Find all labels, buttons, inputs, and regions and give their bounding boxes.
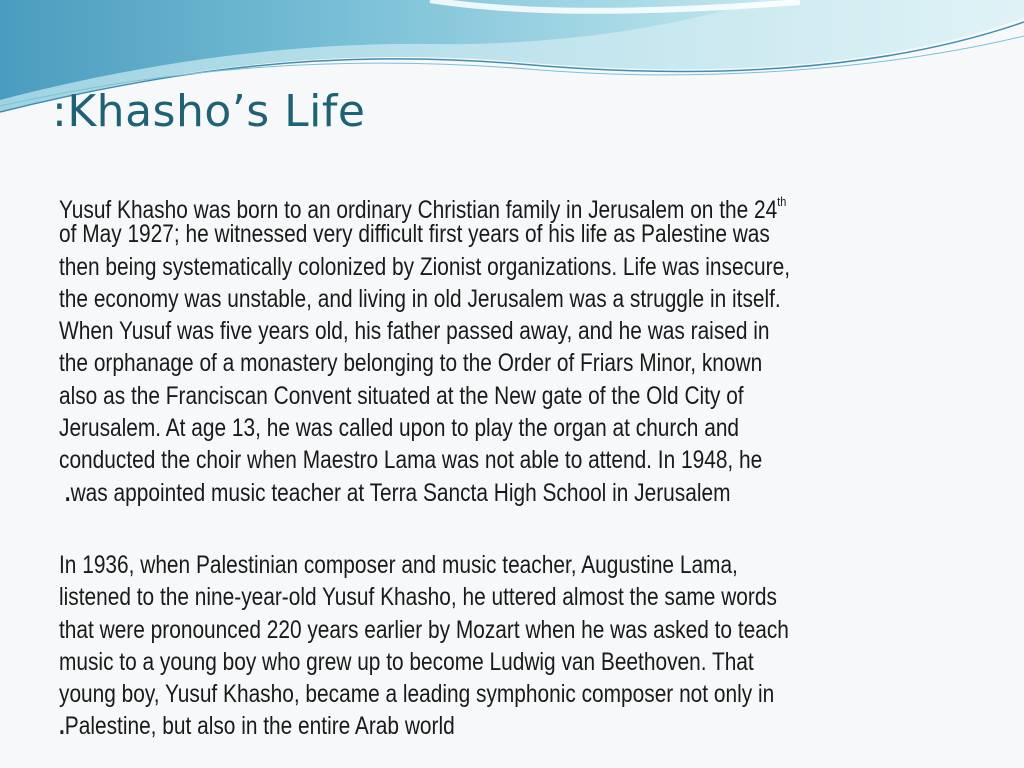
text-line <box>59 710 794 742</box>
text-line: When Yusuf was five years old, his father passed away, and he was raised in <box>59 317 770 346</box>
text-line-content: Yusuf Khasho was born to an ordinary Christian family in Jerusalem on the 24 <box>59 196 778 224</box>
text-line: conducted the choir when Maestro Lama was not able to attend. In 1948, he <box>59 446 763 475</box>
text-line-content: was appointed music teacher at Terra Sancta High School in Jerusalem <box>70 478 731 507</box>
text-line: music to a young boy who grew up to become Ludwig van Beethoven. That <box>59 647 754 676</box>
text-line: the economy was unstable, and living in old Jerusalem was a struggle in itself. <box>59 284 781 313</box>
text-line: In 1936, when Palestinian composer and music teacher, Augustine Lama, <box>59 551 738 579</box>
anecdote-paragraph <box>59 549 794 743</box>
text-line: listened to the nine-year-old Yusuf Khasho, he uttered almost the same words <box>59 583 777 612</box>
ordinal-superscript: th <box>777 194 787 209</box>
text-line <box>59 186 794 224</box>
slide-title: :Khasho’s Life <box>52 86 366 137</box>
biography-paragraph <box>59 186 794 509</box>
text-line: of May 1927; he witnessed very difficult first years of his life as Palestine was <box>59 220 770 249</box>
text-line: the orphanage of a monastery belonging to the Order of Friars Minor, known <box>59 349 763 378</box>
text-line: Jerusalem. At age 13, he was called upon to play the organ at church and <box>59 414 740 443</box>
text-line: then being systematically colonized by Zionist organizations. Life was insecure, <box>59 252 791 281</box>
text-line: also as the Franciscan Convent situated at the New gate of the Old City of <box>59 381 744 410</box>
text-line: young boy, Yusuf Khasho, became a leading symphonic composer not only in <box>59 680 775 709</box>
text-line: that were pronounced 220 years earlier by Mozart when he was asked to teach <box>59 615 789 644</box>
period: . <box>59 712 65 741</box>
text-line-content: Palestine, but also in the entire Arab world <box>64 712 455 741</box>
period: . <box>64 478 71 507</box>
text-line <box>59 477 794 509</box>
